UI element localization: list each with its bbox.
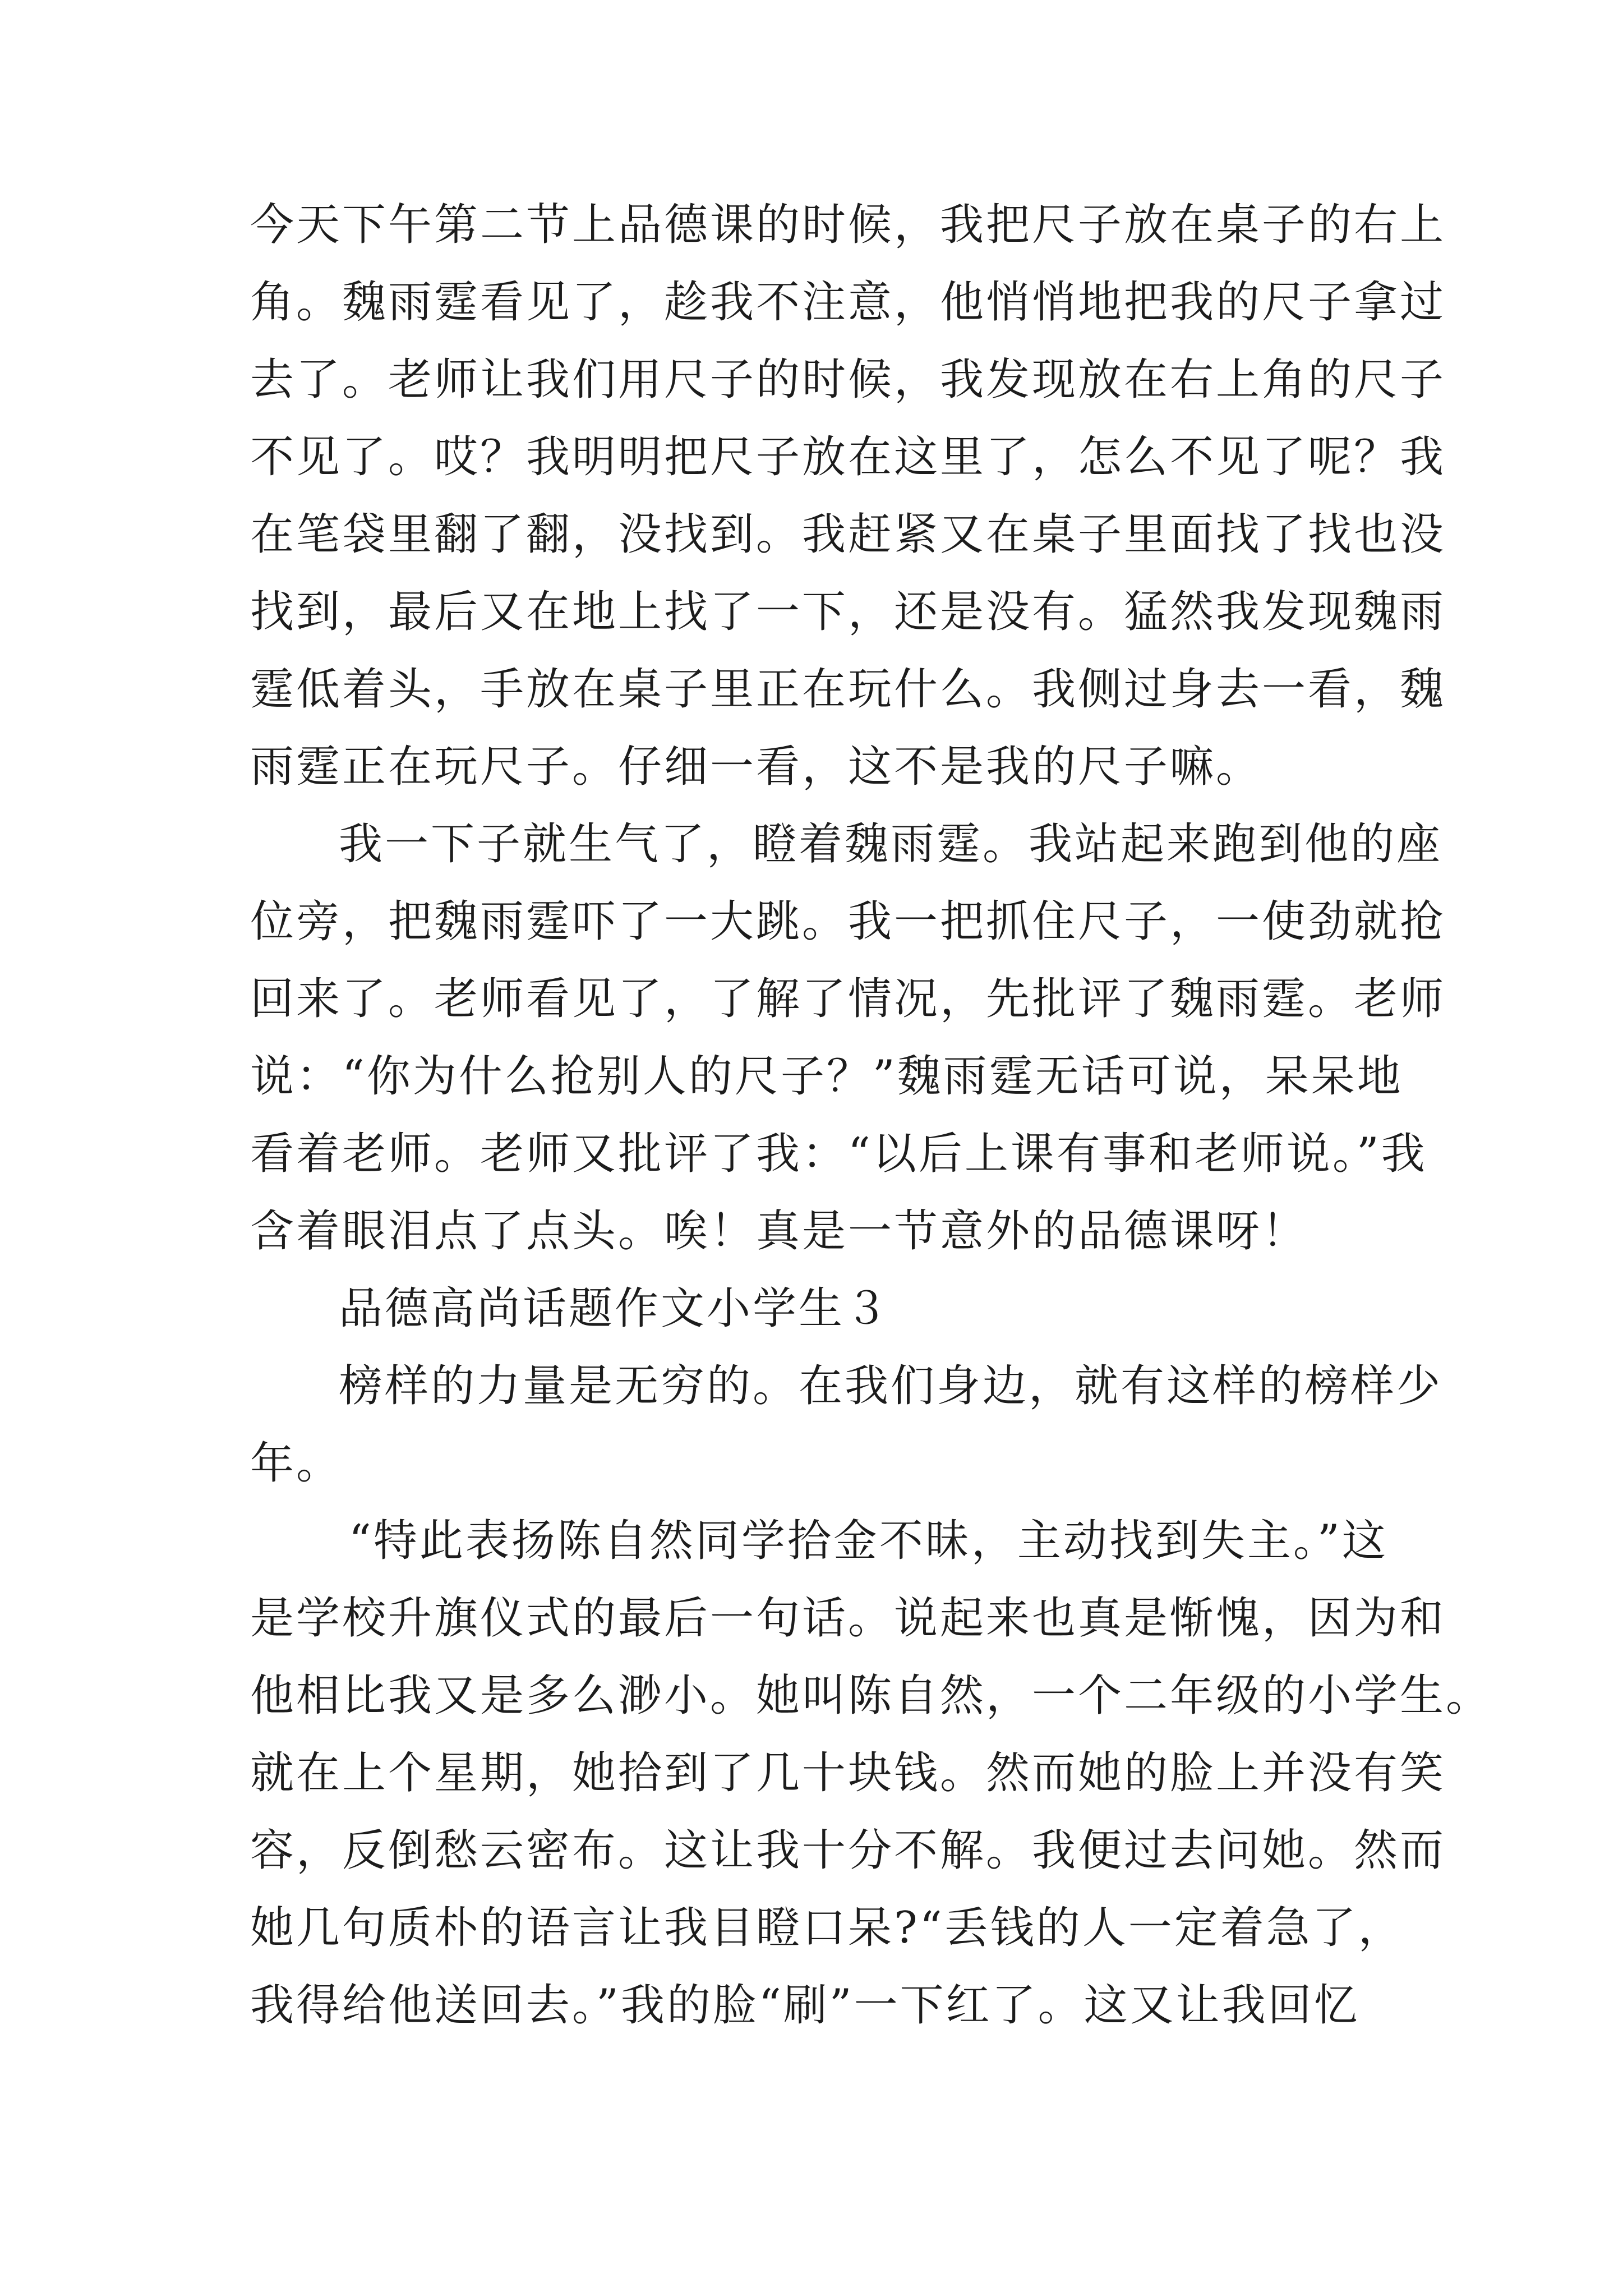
text-line: 她几句质朴的语言让我目瞪口呆?“丢钱的人一定着急了， — [250, 1903, 1404, 1953]
text-line: 是学校升旗仪式的最后一句话。说起来也真是惭愧，因为和 — [250, 1593, 1446, 1644]
text-line: 就在上个星期，她拾到了几十块钱。然而她的脸上并没有笑 — [250, 1748, 1446, 1798]
text-line: 回来了。老师看见了，了解了情况，先批评了魏雨霆。老师 — [250, 974, 1446, 1024]
text-line: 年。 — [250, 1438, 343, 1489]
text-line: 看着老师。老师又批评了我：“以后上课有事和老师说。”我 — [250, 1129, 1427, 1179]
text-line: “特此表扬陈自然同学拾金不昧，主动找到失主。”这 — [349, 1516, 1388, 1566]
text-line: 容，反倒愁云密布。这让我十分不解。我便过去问她。然而 — [250, 1825, 1446, 1876]
essay-text — [250, 186, 1492, 2044]
text-line: 雨霆正在玩尺子。仔细一看，这不是我的尺子嘛。 — [250, 742, 1262, 792]
text-line: 角。魏雨霆看见了，趁我不注意，他悄悄地把我的尺子拿过 — [250, 277, 1446, 328]
text-line: 我得给他送回去。”我的脸“刷”一下红了。这又让我回忆 — [250, 1980, 1360, 2031]
text-line: 含着眼泪点了点头。唉！真是一节意外的品德课呀！ — [250, 1206, 1308, 1257]
text-line: 在笔袋里翻了翻，没找到。我赶紧又在桌子里面找了找也没 — [250, 509, 1446, 560]
text-line: 他相比我又是多么渺小。她叫陈自然，一个二年级的小学生。 — [250, 1671, 1492, 1721]
section-heading: 品德高尚话题作文小学生３ — [339, 1283, 891, 1334]
text-line: 不见了。哎？我明明把尺子放在这里了，怎么不见了呢？我 — [250, 432, 1446, 482]
text-line: 去了。老师让我们用尺子的时候，我发现放在右上角的尺子 — [250, 355, 1446, 405]
text-line: 找到，最后又在地上找了一下，还是没有。猛然我发现魏雨 — [250, 587, 1446, 637]
text-line: 说：“你为什么抢别人的尺子？”魏雨霆无话可说，呆呆地 — [250, 1051, 1403, 1102]
text-line: 霆低着头，手放在桌子里正在玩什么。我侧过身去一看，魏 — [250, 664, 1446, 715]
text-line: 榜样的力量是无穷的。在我们身边，就有这样的榜样少 — [339, 1361, 1443, 1411]
text-line: 我一下子就生气了，瞪着魏雨霆。我站起来跑到他的座 — [339, 819, 1443, 869]
text-line: 位旁，把魏雨霆吓了一大跳。我一把抓住尺子，一使劲就抢 — [250, 896, 1446, 947]
text-line: 今天下午第二节上品德课的时候，我把尺子放在桌子的右上 — [250, 200, 1446, 250]
